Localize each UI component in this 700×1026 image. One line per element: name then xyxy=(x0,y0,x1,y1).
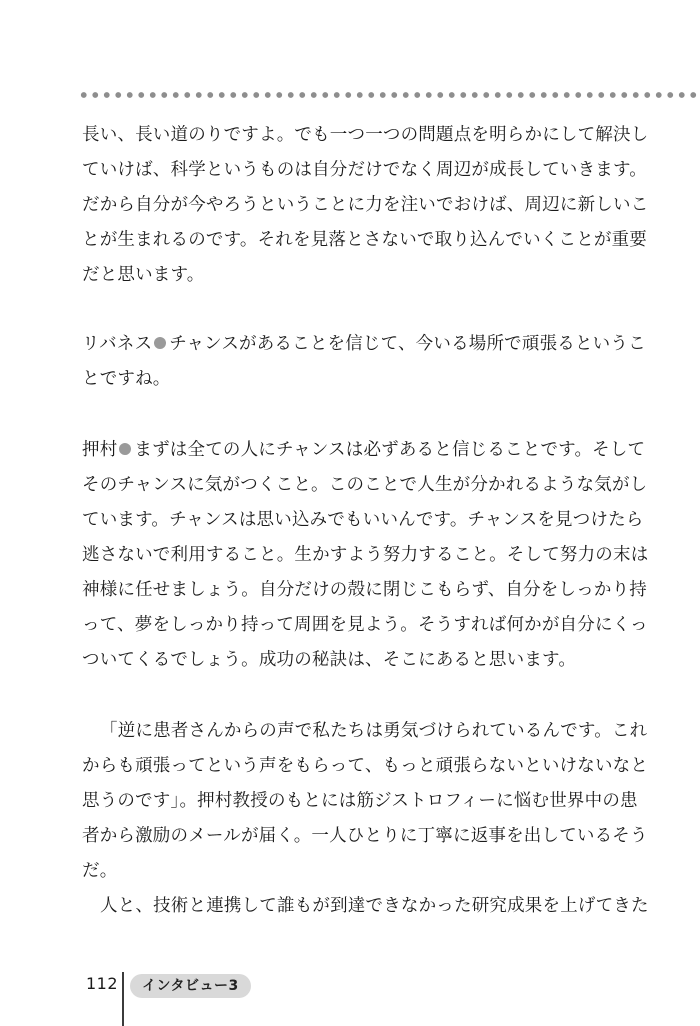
text-line: だ。 xyxy=(82,861,118,881)
text-line: からも頑張ってという声をもらって、もっと頑張らないといけないなと xyxy=(82,756,649,776)
text-line: ついてくるでしょう。成功の秘訣は、そこにあると思います。 xyxy=(82,650,577,670)
paragraph-block-1 xyxy=(82,118,649,293)
dialogue-oshimura xyxy=(82,433,649,678)
text-line: ていけば、科学というものは自分だけでなく周辺が成長していきます。 xyxy=(82,160,647,180)
section-label: インタビュー3 xyxy=(130,974,251,998)
dialogue-riverness xyxy=(82,327,646,397)
dotted-rule xyxy=(78,90,700,100)
body-text xyxy=(82,118,649,924)
page-number: 112 xyxy=(86,974,119,993)
text-line: ています。チャンスは思い込みでもいいんです。チャンスを見つけたら xyxy=(82,510,644,530)
bullet-icon xyxy=(119,443,131,455)
text-line: そのチャンスに気がつくこと。このことで人生が分かれるような気がし xyxy=(82,475,648,495)
text-line: だと思います。 xyxy=(82,265,205,285)
text-line: 長い、長い道のりですよ。でも一つ一つの問題点を明らかにして解決し xyxy=(82,125,649,145)
paragraph-block-4 xyxy=(82,714,649,889)
page-footer xyxy=(78,966,378,1026)
text-line: だから自分が今やろうということに力を注いでおけば、周辺に新しいこ xyxy=(82,195,649,215)
text-line: とですね。 xyxy=(82,369,171,389)
text-line: 神様に任せましょう。自分だけの殻に閉じこもらず、自分をしっかり持 xyxy=(82,580,647,600)
speaker-name: 押村 xyxy=(82,440,118,460)
dialogue-first-line: まずは全ての人にチャンスは必ずあると信じることです。そして xyxy=(134,440,646,460)
paragraph-block-5 xyxy=(82,889,649,924)
text-line: 人と、技術と連携して誰もが到達できなかった研究成果を上げてきた xyxy=(100,896,649,916)
text-line: って、夢をしっかり持って周囲を見よう。そうすれば何かが自分にくっ xyxy=(82,615,648,635)
dialogue-first-line: チャンスがあることを信じて、今いる場所で頑張るというこ xyxy=(169,334,646,354)
text-line: 者から激励のメールが届く。一人ひとりに丁寧に返事を出しているそう xyxy=(82,826,648,846)
text-line: 逃さないで利用すること。生かすよう努力すること。そして努力の末は xyxy=(82,545,649,565)
footer-divider xyxy=(122,972,124,1026)
text-line: 「逆に患者さんからの声で私たちは勇気づけられているんです。これ xyxy=(100,721,648,741)
bullet-icon xyxy=(154,337,166,349)
text-line: 思うのです」。押村教授のもとには筋ジストロフィーに悩む世界中の患 xyxy=(82,791,638,811)
text-line: とが生まれるのです。それを見落とさないで取り込んでいくことが重要 xyxy=(82,230,647,250)
speaker-name: リバネス xyxy=(82,334,153,354)
text-line xyxy=(82,433,646,468)
text-line xyxy=(82,327,646,362)
